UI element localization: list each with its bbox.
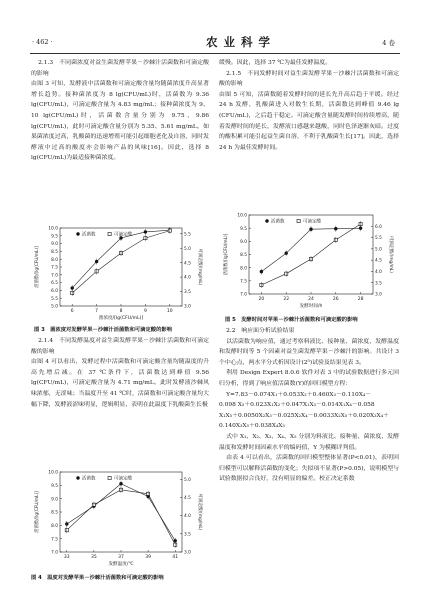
y2-tick-label: 3.0 [184,304,191,310]
journal-title: 农 业 科 学 [206,35,272,49]
volume-label: 4 卷 [382,39,395,47]
x-tick-label: 20 [258,297,265,302]
header-rule [30,53,400,54]
y2-tick-label: 3.5 [184,532,191,538]
y-tick-label: 8.0 [240,266,247,272]
y2-tick-label: 4.5 [375,258,382,264]
section-2-1-5-body: 由图 5 可知，活菌数随着发酵时间的延长先升高后趋于平缓。经过 24 h 发酵，乳酸菌进入对数生长期，活菌数达到峰值 9.46 lg (CFU/mL)，之后趋于稳定。可滴定酸含量随发酵时间持续增高，随着发酵时间的延长，发酵液口感越来越酸，同时色泽逐渐灰暗。过度的酸积累可能引起益生菌自溶，不利于乳酸菌生长[17]。因此，选择 24 h 为最佳发酵时间。 [219,91,399,151]
y-tick-label: 9.5 [51,483,58,489]
figure-4-chart [30,462,210,572]
legend-marker-live-count [76,476,79,479]
y2-tick-label: 3.0 [184,550,191,556]
equation-line-2: 0.098 X₅＋0.023X₁X₂＋0.047X₁X₃－0.014X₁X₄－0.058 [219,402,375,409]
y-tick-label: 8.5 [51,250,58,255]
x-tick-label: 28 [357,297,364,302]
legend-marker-acidity [108,232,111,235]
x-tick-label: 7 [95,309,99,314]
y-tick-label: 5.0 [51,304,58,310]
x-tick-label: 26 [332,297,339,302]
legend-marker-live-count [76,232,79,235]
section-2-1-5-title: 2.1.5 不同发酵时间对益生菌发酵苹果－沙棘汁活菌数和可滴定酸的影响 [219,70,399,88]
page-number: · 462 · [32,38,53,46]
y-tick-label: 8.5 [240,253,247,259]
y-tick-label: 7.5 [51,265,58,271]
y2-axis-label: 可滴定酸/(mg/mL) [197,493,202,531]
y-tick-label: 9.5 [51,234,58,240]
y2-tick-label: 5.0 [184,477,191,483]
x-tick-label: 24 [308,297,314,302]
series-line [261,224,360,285]
y-tick-label: 7.5 [51,537,58,543]
y-tick-label: 7.0 [240,292,247,298]
y2-axis-label: 可滴定酸/(mg/mL) [197,248,202,286]
y2-tick-label: 5.5 [184,232,191,238]
section-2-2-title: 2.2 响应面分析试验结果 [226,328,295,334]
x-axis-label: 发酵温度/℃ [108,562,134,567]
y-axis-label: 活菌数/[lg(CFU/mL)] [224,233,229,276]
y-tick-label: 8.0 [51,523,58,529]
y2-tick-label: 4.5 [184,496,191,502]
x-tick-label: 37 [118,555,124,560]
x-tick-label: 41 [172,555,179,560]
running-header [24,36,403,50]
y-tick-label: 8.0 [51,257,58,263]
y2-tick-label: 5.5 [375,236,382,242]
y-tick-label: 10.0 [48,470,58,476]
y2-tick-label: 5.0 [184,246,191,252]
figure-4-caption: 图 4 温度对发酵苹果－沙棘汁活菌数和可滴定酸的影响 [31,575,164,581]
section-2-1-4-body: 由图 4 可以看出，发酵过程中活菌数和可滴定酸含量均随温度的升高先增后减。在 37 ℃条件下，活菌数达到峰值 9.56 lg(CFU/mL)，可滴定酸含量为 4.71 mg/mL。此时发酵液沙棘风味浓郁，无涩味；当温度升至 41 ℃时，活菌数和可滴定酸含量均大幅下降，发酵液涩味明显，逻辑明显，表明在此温度下乳酸菌生长极 [31,359,209,408]
legend-marker-live-count [265,219,268,222]
y2-tick-label: 4.0 [184,514,191,520]
x-tick-label: 6 [70,309,74,314]
series-line [67,490,175,545]
right-top-paragraph: 缓慢。因此，选择 37 ℃为最佳发酵温度。 [219,60,332,66]
y-tick-label: 6.0 [51,289,58,294]
y2-tick-label: 4.0 [184,275,191,281]
legend-label-live-count: 活菌数 [271,219,285,225]
equation-line-3: X₁X₅＋0.0050X₂X₃－0.025X₂X₄－0.0033X₂X₅＋0.020X₃X₄＋ [219,412,389,419]
right-column-top [219,58,399,153]
figure-5-caption: 图 5 发酵时间对苹果－沙棘汁活菌数和可滴定酸的影响 [225,317,358,323]
section-2-2-para3: 由表 4 可以看出，活菌数的回归模型整体显著(P<0.01)，表明回归模型可以解释活菌数的变化；失拟项不显著(P>0.05)，说明模型与试验数据拟合良好，没有明显的偏差。校正决定系数 [219,455,399,483]
legend-marker-acidity [108,476,111,479]
y2-tick-label: 3.5 [184,290,191,296]
y-tick-label: 10.0 [48,226,58,232]
section-2-2-para2: 利用 Design Expert 8.0.6 软件对表 3 中的试验数据进行多元回归分析，得到了响应值活菌数(Y)的回归模型方程： [219,370,399,387]
legend-label-acidity: 可滴定酸 [114,476,132,482]
y-axis-label: 活菌数/[lg(CFU/mL)] [35,491,40,533]
x-axis-label: 菌浓度/[lg(CFU/mL)] [98,316,144,321]
x-tick-label: 9 [143,309,147,314]
y2-tick-label: 4.0 [375,270,382,276]
y2-tick-label: 3.0 [375,292,382,298]
x-axis-label: 发酵时间/h [299,304,323,309]
figure-3-caption: 图 3 菌浓度对发酵苹果－沙棘汁活菌数和可滴定酸的影响 [34,327,172,333]
x-tick-label: 10 [166,309,173,314]
y-tick-label: 5.5 [51,296,58,302]
equation-note: 式中 X₁、X₂、X₃、X₄、X₅ 分别为料液比、接种量、菌浓度、发酵温度和发酵时间因素水平的编码值，Y 为模糊评判值。 [219,433,399,451]
x-tick-label: 35 [91,555,97,560]
y2-axis-label: 可滴定酸/(mg/mL) [388,236,393,273]
x-tick-label: 8 [119,309,123,314]
y2-tick-label: 4.5 [184,261,191,267]
series-line [261,228,360,271]
figure-3 [30,218,210,329]
section-2-2-para1: 以活菌数为响应值，通过考察料液比、接种量、菌浓度、发酵温度和发酵时间等 5 个因素对益生菌发酵苹果－沙棘汁的影响。共设计 3 个中心点，两水平分式析因设计(2⁵)试验及结果见表 3。 [219,338,399,366]
legend-label-live-count: 活菌数 [82,232,96,238]
equation-line-1: Y=7.83－0.074X₁＋0.053X₂＋0.460X₃－0.110X₄－ [226,391,372,398]
y2-tick-label: 5.0 [375,247,382,253]
section-2-1-4-title: 2.1.4 不同发酵温度对益生菌发酵苹果－沙棘汁活菌数和可滴定酸的影响 [31,338,209,355]
section-2-1-3-title: 2.1.3 不同菌浓度对益生菌发酵苹果－沙棘汁活菌数和可滴定酸的影响 [31,60,209,77]
y-tick-label: 7.0 [51,273,58,279]
y-tick-label: 8.5 [51,510,58,516]
y2-tick-label: 3.5 [375,281,382,287]
x-tick-label: 22 [283,297,290,302]
y-tick-label: 9.5 [240,226,247,232]
section-2-1-3-body: 由图 3 可知，发酵液中活菌数和可滴定酸含量均随菌浓度升高显著增长趋势。接种菌浓度为 8 lg(CFU/mL)时，活菌数为 9.36 lg(CFU/mL)，可滴定酸含量为 4.83 mg/mL；接种菌浓度为 9、10 lg(CFU/mL)时，活菌数含量分别为 9.75、9.86 lg(CFU/mL)，此时可滴定酸含量分别为 5.35、5.61 mg/mL。如果菌浓度过高，乳酸菌的迅速增殖可能引起细胞老化及自溶，同时发酵液中过高的酸度亦会影响产品的风味[16]。因此，选择 8 lg(CFU/mL)为最适接种菌浓度。 [31,81,209,162]
legend-marker-acidity [297,219,300,222]
figure-5-chart [219,203,401,315]
y-tick-label: 7.0 [51,550,58,556]
figure-4 [30,462,210,576]
y-axis-label: 活菌数/[lg(CFU/mL)] [35,246,40,288]
equation-line-4: 0.140X₃X₅＋0.038X₄X₅ [219,423,285,430]
legend-label-acidity: 可滴定酸 [114,232,132,238]
left-column-middle [31,336,209,410]
left-column-top [31,58,209,164]
legend-label-live-count: 活菌数 [82,476,96,482]
legend-label-acidity: 可滴定酸 [303,219,321,225]
y-tick-label: 9.0 [51,497,58,503]
figure-3-chart [30,218,210,325]
x-tick-label: 33 [63,555,70,560]
y-tick-label: 9.0 [240,239,247,245]
right-column-bottom [219,326,399,485]
figure-5 [219,203,401,319]
y2-tick-label: 6.0 [375,224,382,230]
y-tick-label: 9.0 [51,242,58,248]
y-tick-label: 7.5 [240,279,247,285]
x-tick-label: 39 [145,555,151,560]
y-tick-label: 10.0 [237,213,247,219]
y-tick-label: 6.5 [51,281,58,287]
